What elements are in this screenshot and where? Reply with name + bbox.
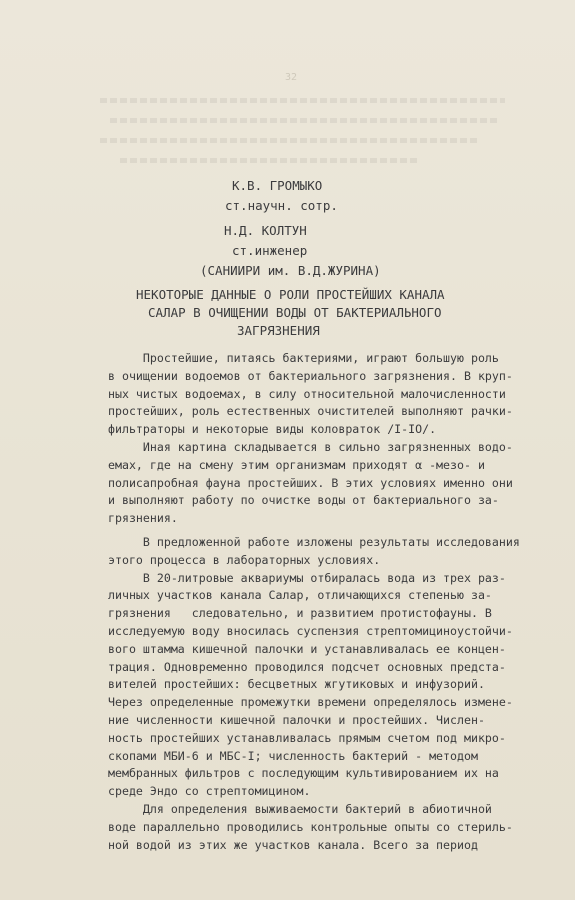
- text-line: исследуемую воду вносилась суспензия стрептомициноустойчи-: [108, 623, 513, 638]
- page-number: 32: [285, 72, 298, 83]
- text-line: ной водой из этих же участков канала. Всего за период: [108, 837, 478, 852]
- text-line: личных участков канала Салар, отличающихся степенью за-: [108, 588, 492, 603]
- text-line: грязнения.: [108, 511, 178, 526]
- text-line: и выполняют работу по очистке воды от бактериального за-: [108, 493, 499, 508]
- author-name: К.В. ГРОМЫКО: [232, 178, 323, 193]
- text-line: Иная картина складывается в сильно загрязненных водо-: [108, 439, 513, 454]
- author-position: ст.инженер: [232, 243, 308, 258]
- text-line: этого процесса в лабораторных условиях.: [108, 552, 381, 567]
- text-line: мембранных фильтров с последующим культивированием их на: [108, 766, 499, 781]
- bleed-through-line: [100, 98, 505, 103]
- text-line: фильтраторы и некоторые виды коловраток /I-IO/.: [108, 422, 437, 437]
- author-position: ст.научн. сотр.: [225, 198, 338, 213]
- bleed-through-line: [110, 118, 500, 123]
- text-line: среде Эндо со стрептомицином.: [108, 784, 311, 799]
- text-line: простейших, роль естественных очистителей выполняют рачки-: [108, 404, 513, 419]
- author-name: Н.Д. КОЛТУН: [224, 223, 307, 238]
- text-line: ных чистых водоемах, в силу относительной малочисленности: [108, 386, 506, 401]
- text-line: В 20-литровые аквариумы отбиралась вода из трех раз-: [108, 570, 506, 585]
- text-line: емах, где на смену этим организмам приходят α -мезо- и: [108, 457, 485, 472]
- author-block: [0, 176, 575, 281]
- text-line: Простейшие, питаясь бактериями, играют большую роль: [108, 351, 499, 365]
- text-line: полисапробная фауна простейших. В этих условиях именно они: [108, 475, 513, 490]
- institution: (САНИИРИ им. В.Д.ЖУРИНА): [200, 263, 381, 278]
- article-title: [0, 286, 575, 340]
- bleed-through-line: [120, 158, 420, 163]
- text-line: В предложенной работе изложены результаты исследования: [108, 534, 520, 549]
- text-line: грязнения следовательно, и развитием протистофауны. В: [108, 606, 492, 621]
- title-line: ЗАГРЯЗНЕНИЯ: [237, 323, 320, 338]
- body-text: [108, 350, 528, 854]
- text-line: воде параллельно проводились контрольные опыты со стериль-: [108, 819, 513, 834]
- text-line: в очищении водоемов от бактериального загрязнения. В круп-: [108, 368, 513, 383]
- text-line: вителей простейших: бесцветных жгутиковых и инфузорий.: [108, 677, 485, 692]
- bleed-through-line: [100, 138, 480, 143]
- text-line: Для определения выживаемости бактерий в абиотичной: [108, 801, 492, 816]
- text-line: ность простейших устанавливалась прямым счетом под микро-: [108, 730, 506, 745]
- text-line: ние численности кишечной палочки и простейших. Числен-: [108, 712, 485, 727]
- title-line: САЛАР В ОЧИЩЕНИИ ВОДЫ ОТ БАКТЕРИАЛЬНОГО: [148, 305, 442, 320]
- text-line: вого штамма кишечной палочки и устанавливалась ее концен-: [108, 641, 506, 656]
- text-line: Через определенные промежутки времени определялось измене-: [108, 695, 513, 710]
- title-line: НЕКОТОРЫЕ ДАННЫЕ О РОЛИ ПРОСТЕЙШИХ КАНАЛА: [136, 287, 445, 302]
- text-line: трация. Одновременно проводился подсчет основных предста-: [108, 659, 506, 674]
- text-line: скопами МБИ-6 и МБС-I; численность бактерий - методом: [108, 748, 478, 763]
